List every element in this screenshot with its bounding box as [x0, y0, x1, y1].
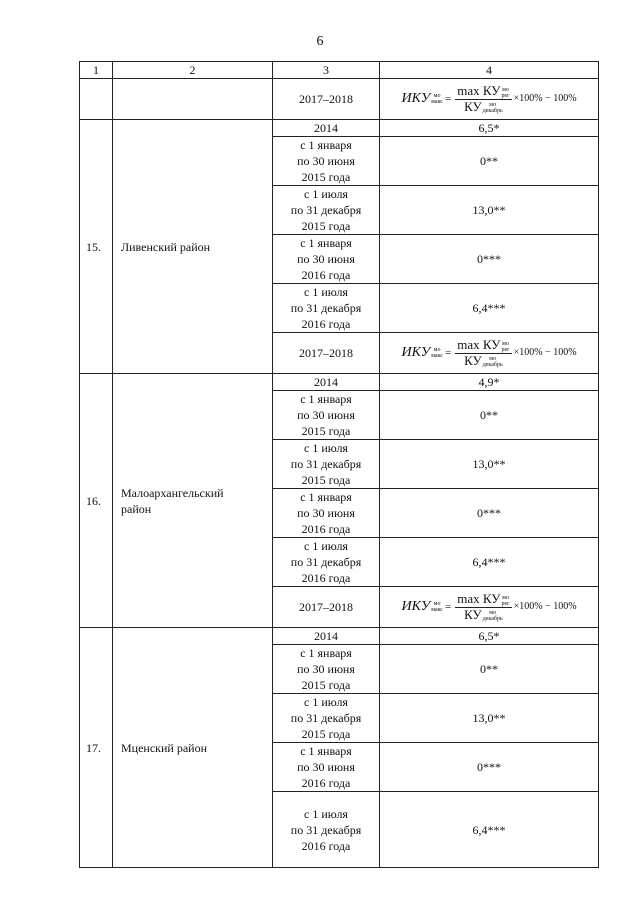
header-row — [80, 62, 599, 79]
value-cell: 6,4*** — [380, 538, 599, 587]
district-name-cell: Мценский район — [113, 628, 273, 868]
period-cell: с 1 июля по 31 декабря 2015 года — [273, 186, 380, 235]
period-cell: 2017–2018 — [273, 79, 380, 120]
formula-lhs — [401, 345, 443, 361]
formula-numerator-scripts — [501, 341, 509, 353]
value-cell: 6,5* — [380, 628, 599, 645]
value-cell: 0*** — [380, 235, 599, 284]
formula-numerator — [455, 84, 511, 99]
period-cell: с 1 июля по 31 декабря 2016 года — [273, 538, 380, 587]
formula-denominator-scripts — [483, 102, 503, 114]
period-cell: с 1 января по 30 июня 2015 года — [273, 645, 380, 694]
formula-lhs-scripts — [431, 347, 443, 359]
value-cell: 13,0** — [380, 186, 599, 235]
formula-fraction — [455, 592, 511, 621]
formula-numerator-sub: рег — [501, 92, 510, 99]
formula-denominator-sup: мо — [489, 609, 497, 616]
formula-numerator-text: max КУ — [457, 83, 501, 99]
section-number-cell — [80, 79, 113, 120]
formula-lhs-sub: макс — [431, 98, 443, 105]
period-cell: 2014 — [273, 374, 380, 391]
formula-lhs-scripts — [431, 601, 443, 613]
value-cell: 13,0** — [380, 694, 599, 743]
formula-numerator-sup: мо — [502, 594, 509, 601]
formula-denominator — [462, 608, 505, 622]
period-cell: с 1 июля по 31 декабря 2015 года — [273, 694, 380, 743]
formula-lhs-scripts — [431, 93, 443, 105]
formula-denominator-text: КУ — [464, 352, 482, 368]
formula-numerator-text: max КУ — [457, 591, 501, 607]
period-cell: с 1 июля по 31 декабря 2016 года — [273, 792, 380, 868]
header-cell: 2 — [113, 62, 273, 79]
period-cell: с 1 января по 30 июня 2016 года — [273, 235, 380, 284]
table-row — [80, 374, 599, 391]
period-cell: 2014 — [273, 120, 380, 137]
district-name-cell: Малоархангельский район — [113, 374, 273, 628]
formula-numerator-sup: мо — [502, 86, 509, 93]
period-cell: 2017–2018 — [273, 587, 380, 628]
table-row — [80, 79, 599, 120]
formula-fraction — [455, 338, 511, 367]
formula-cell — [380, 587, 599, 628]
value-cell: 0*** — [380, 743, 599, 792]
section-number-cell: 16. — [80, 374, 113, 628]
formula-lhs-sup: мо — [433, 600, 441, 607]
formula-denominator-sup: мо — [489, 101, 497, 108]
formula-numerator-text: max КУ — [457, 337, 501, 353]
formula-lhs-sub: макс — [431, 606, 443, 613]
district-name-cell — [113, 79, 273, 120]
formula-lhs-text: ИКУ — [401, 91, 431, 106]
period-cell: с 1 января по 30 июня 2015 года — [273, 137, 380, 186]
section-number-cell: 17. — [80, 628, 113, 868]
value-cell: 0*** — [380, 489, 599, 538]
formula-numerator — [455, 592, 511, 607]
period-cell: с 1 января по 30 июня 2016 года — [273, 743, 380, 792]
formula-lhs-sub: макс — [431, 352, 443, 359]
header-cell: 3 — [273, 62, 380, 79]
formula-denominator-sub: декабрь — [482, 361, 503, 368]
formula-denominator-sub: декабрь — [482, 615, 503, 622]
formula-numerator-sub: рег — [501, 600, 510, 607]
formula-lhs — [401, 91, 443, 107]
formula-denominator — [462, 354, 505, 368]
formula-denominator-scripts — [483, 356, 503, 368]
district-name-cell: Ливенский район — [113, 120, 273, 374]
formula-denominator-sub: декабрь — [482, 107, 503, 114]
header-cell: 4 — [380, 62, 599, 79]
formula-lhs-text: ИКУ — [401, 599, 431, 614]
formula-denominator-text: КУ — [464, 98, 482, 114]
period-cell: с 1 января по 30 июня 2016 года — [273, 489, 380, 538]
period-cell: с 1 января по 30 июня 2015 года — [273, 391, 380, 440]
formula-numerator-sup: мо — [502, 340, 509, 347]
formula-denominator-sup: мо — [489, 355, 497, 362]
header-cell: 1 — [80, 62, 113, 79]
formula-lhs — [401, 599, 443, 615]
formula-tail: ×100% − 100% — [513, 93, 577, 104]
formula-tail: ×100% − 100% — [513, 347, 577, 358]
formula-numerator-scripts — [501, 87, 509, 99]
value-cell: 0** — [380, 391, 599, 440]
formula-cell — [380, 79, 599, 120]
value-cell: 6,4*** — [380, 792, 599, 868]
formula-equals: = — [444, 347, 452, 359]
index-formula — [401, 84, 576, 113]
index-formula — [401, 338, 576, 367]
formula-cell — [380, 333, 599, 374]
table-row — [80, 120, 599, 137]
value-cell: 13,0** — [380, 440, 599, 489]
formula-fraction — [455, 84, 511, 113]
formula-lhs-sup: мо — [433, 346, 441, 353]
table-row — [80, 628, 599, 645]
value-cell: 0** — [380, 645, 599, 694]
period-cell: с 1 июля по 31 декабря 2015 года — [273, 440, 380, 489]
period-cell: с 1 июля по 31 декабря 2016 года — [273, 284, 380, 333]
value-cell: 6,4*** — [380, 284, 599, 333]
formula-lhs-text: ИКУ — [401, 345, 431, 360]
formula-tail: ×100% − 100% — [513, 601, 577, 612]
tariff-table — [79, 61, 599, 868]
index-formula — [401, 592, 576, 621]
period-cell: 2014 — [273, 628, 380, 645]
formula-denominator-text: КУ — [464, 606, 482, 622]
value-cell: 4,9* — [380, 374, 599, 391]
formula-equals: = — [444, 93, 452, 105]
formula-numerator-scripts — [501, 595, 509, 607]
formula-equals: = — [444, 601, 452, 613]
formula-denominator-scripts — [483, 610, 503, 622]
section-number-cell: 15. — [80, 120, 113, 374]
formula-numerator-sub: рег — [501, 346, 510, 353]
formula-numerator — [455, 338, 511, 353]
page-number: 6 — [316, 34, 324, 49]
period-cell: 2017–2018 — [273, 333, 380, 374]
formula-denominator — [462, 100, 505, 114]
formula-lhs-sup: мо — [433, 92, 441, 99]
value-cell: 0** — [380, 137, 599, 186]
value-cell: 6,5* — [380, 120, 599, 137]
